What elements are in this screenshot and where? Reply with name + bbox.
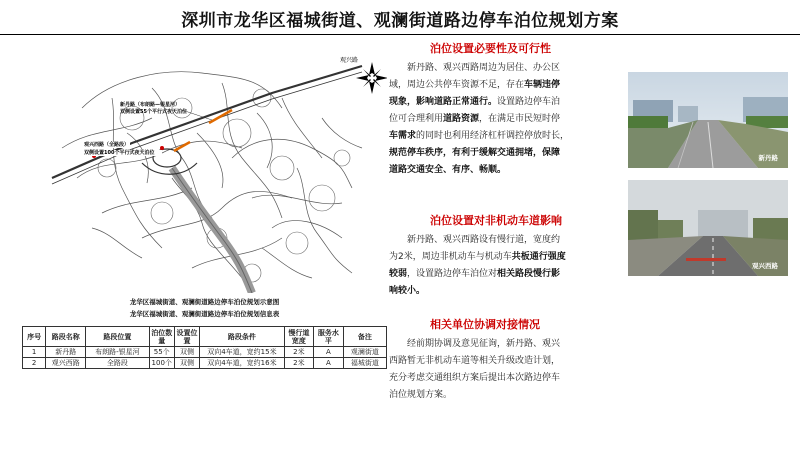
text-span: 道路资源 <box>443 114 480 124</box>
table-cell: 100个 <box>149 358 174 369</box>
table-cell: A <box>314 358 344 369</box>
text-span: 新丹路、观兴西路设有慢行道，宽度约 <box>407 235 561 245</box>
text-span: ，设置路边停车泊位对 <box>407 269 498 279</box>
text-span: 现象，影响道路正常通行。 <box>389 97 498 107</box>
para-line <box>389 111 621 128</box>
table-row <box>23 358 387 369</box>
col-header: 路段条件 <box>200 327 284 347</box>
table-caption: 龙华区福城街道、观澜街道路边停车泊位规划信息表 <box>129 310 280 318</box>
page-title: 深圳市龙华区福城街道、观澜街道路边停车泊位规划方案 <box>181 11 619 31</box>
text-span: 域，周边公共停车资源不足，存在 <box>389 80 525 90</box>
para-line <box>389 353 629 370</box>
table-cell: 2米 <box>284 347 314 358</box>
table-cell: 双侧 <box>174 347 199 358</box>
table-cell: 全路段 <box>86 358 149 369</box>
text-span: 车需求 <box>389 131 417 141</box>
photo-label: 观兴西路 <box>752 262 778 270</box>
svg-text:观兴西路（全路段）: 观兴西路（全路段） <box>84 142 130 148</box>
text-span: 车辆违停 <box>524 80 561 90</box>
text-span: 为2米，周边非机动车与机动车 <box>389 252 512 262</box>
text-span: 的同时也利用经济杠杆调控停放时长， <box>416 131 570 141</box>
table-row <box>23 347 387 358</box>
para-line <box>389 249 621 266</box>
svg-text:双侧设置100个平行式夜天泊位: 双侧设置100个平行式夜天泊位 <box>84 150 155 156</box>
text-span: 充分考虑交通组织方案后提出本次路边停车 <box>389 373 561 383</box>
photo-xindan-road <box>628 72 788 168</box>
col-header: 设置位置 <box>174 327 199 347</box>
table-cell: 观澜街道 <box>343 347 386 358</box>
para-line <box>389 162 621 179</box>
para-line <box>389 370 629 387</box>
photo-guanxingxi-road <box>628 180 788 276</box>
table-cell: 观兴西路 <box>46 358 86 369</box>
table-cell: 福城街道 <box>343 358 386 369</box>
col-header: 泊位数量 <box>149 327 174 347</box>
para-line <box>389 336 629 353</box>
section-title-necessity: 泊位设置必要性及可行性 <box>430 42 551 55</box>
table-cell: 2 <box>23 358 46 369</box>
col-header: 路段名称 <box>46 327 86 347</box>
section-body-impact <box>389 232 621 300</box>
text-span: 响较小。 <box>389 286 426 296</box>
text-span: 相关路段慢行影 <box>497 269 561 279</box>
text-span: 新丹路、观兴西路周边为居住、办公区 <box>407 63 561 73</box>
text-span: 泊位规划方案。 <box>389 390 453 400</box>
para-line <box>389 60 621 77</box>
table-cell: 双向4车道，宽约15米 <box>200 347 284 358</box>
text-span: 共板通行强度 <box>511 252 566 262</box>
table-cell: A <box>314 347 344 358</box>
text-span: 设置路边停车泊 <box>497 97 561 107</box>
table-cell: 新丹路 <box>46 347 86 358</box>
para-line <box>389 77 621 94</box>
text-span: 规范停车秩序，有利于缓解交通拥堵，保障 <box>389 148 561 158</box>
svg-text:双侧设置55个平行式夜天泊位: 双侧设置55个平行式夜天泊位 <box>120 109 187 115</box>
section-title-impact: 泊位设置对非机动车道影响 <box>430 214 562 227</box>
text-span: 道路交通安全、有序、畅顺。 <box>389 165 507 175</box>
table-cell: 布朗路-银星河 <box>86 347 149 358</box>
para-line <box>389 94 621 111</box>
para-line <box>389 128 621 145</box>
col-header: 备注 <box>343 327 386 347</box>
section-body-coordination <box>389 336 629 404</box>
text-span: 西路暂无非机动车道等相关升级改造计划， <box>389 356 561 366</box>
road-label-guanxing: 观兴路 <box>340 57 359 64</box>
section-body-necessity <box>389 60 621 179</box>
text-span: 较弱 <box>389 269 408 279</box>
section-title-coordination: 相关单位协调对接情况 <box>430 318 540 331</box>
text-span: 位可合理利用 <box>389 114 444 124</box>
col-header: 路段位置 <box>86 327 149 347</box>
col-header: 序号 <box>23 327 46 347</box>
photo-label: 新丹路 <box>758 154 778 162</box>
planning-map <box>22 38 387 293</box>
para-line <box>389 387 629 404</box>
map-svg <box>22 38 387 293</box>
table-header-row <box>23 327 387 347</box>
table-cell: 2米 <box>284 358 314 369</box>
map-caption: 龙华区福城街道、观澜街道路边停车泊位规划示意图 <box>129 298 280 306</box>
table-cell: 双侧 <box>174 358 199 369</box>
para-line <box>389 232 621 249</box>
svg-text:新丹路（布朗路—银星河）: 新丹路（布朗路—银星河） <box>120 102 181 108</box>
table-cell: 双向4车道，宽约16米 <box>200 358 284 369</box>
title-divider <box>0 34 800 35</box>
para-line <box>389 266 621 283</box>
table-cell: 55个 <box>149 347 174 358</box>
para-line <box>389 283 621 300</box>
text-span: 经前期协调及意见征询，新丹路、观兴 <box>407 339 561 349</box>
col-header: 服务水平 <box>314 327 344 347</box>
map-captions <box>22 296 387 320</box>
table-cell: 1 <box>23 347 46 358</box>
parking-info-table <box>22 326 387 369</box>
col-header: 慢行道宽度 <box>284 327 314 347</box>
text-span: ，在满足市民短时停 <box>479 114 561 124</box>
para-line <box>389 145 621 162</box>
